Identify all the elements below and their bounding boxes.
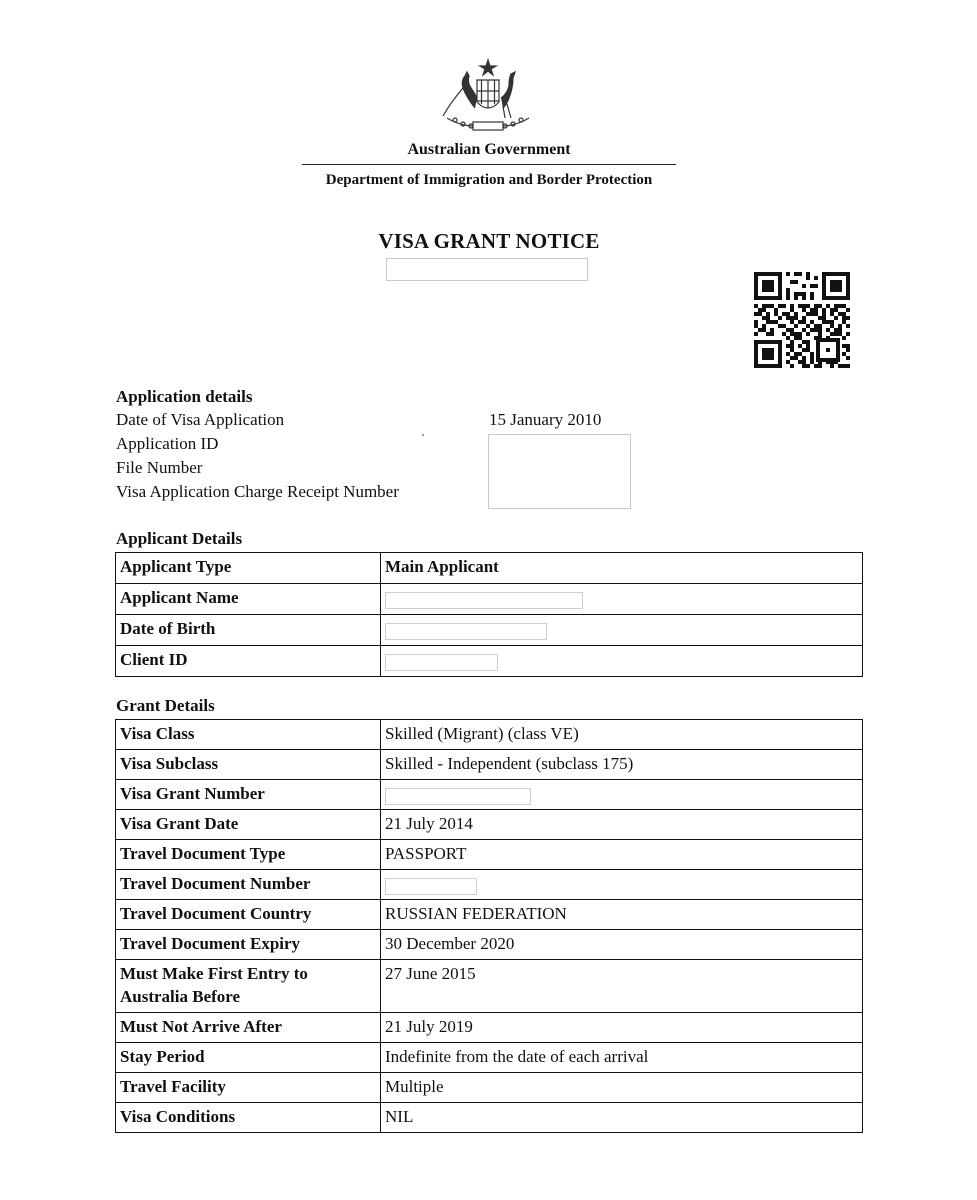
row-value <box>381 780 863 810</box>
row-label: Client ID <box>116 646 381 677</box>
row-label: Must Make First Entry to Australia Before <box>116 960 381 1013</box>
row-label: Visa Grant Date <box>116 810 381 840</box>
row-value: Skilled - Independent (subclass 175) <box>381 750 863 780</box>
applicant-details-heading: Applicant Details <box>116 529 243 548</box>
organization-name: Australian Government <box>407 141 571 158</box>
row-label: Visa Grant Number <box>116 780 381 810</box>
application-details-heading: Application details <box>116 387 253 406</box>
table-row <box>116 840 863 870</box>
row-label: Visa Class <box>116 720 381 750</box>
row-label: Visa Subclass <box>116 750 381 780</box>
row-value: 30 December 2020 <box>381 930 863 960</box>
page-title: VISA GRANT NOTICE <box>378 229 600 253</box>
redacted-field <box>385 623 547 640</box>
table-row <box>116 584 863 615</box>
qr-code-icon <box>754 272 850 368</box>
table-row <box>116 1043 863 1073</box>
row-value: 21 July 2019 <box>381 1013 863 1043</box>
table-row <box>116 720 863 750</box>
row-label: Applicant Name <box>116 584 381 615</box>
table-row <box>116 1073 863 1103</box>
redacted-field <box>385 878 477 895</box>
redacted-field <box>488 434 631 509</box>
table-row <box>116 810 863 840</box>
row-label: Travel Facility <box>116 1073 381 1103</box>
row-value <box>381 584 863 615</box>
table-row <box>116 646 863 677</box>
grant-details-heading: Grant Details <box>116 696 215 715</box>
table-row <box>116 930 863 960</box>
table-row <box>116 960 863 1013</box>
table-row <box>116 1013 863 1043</box>
row-label: Travel Document Number <box>116 870 381 900</box>
table-row <box>116 750 863 780</box>
row-label: Must Not Arrive After <box>116 1013 381 1043</box>
table-row <box>116 1103 863 1133</box>
scan-speck <box>422 434 424 436</box>
row-value: PASSPORT <box>381 840 863 870</box>
row-label: Date of Birth <box>116 615 381 646</box>
file-number-label: File Number <box>116 458 203 477</box>
table-row <box>116 615 863 646</box>
redacted-field <box>385 654 498 671</box>
department-name: Department of Immigration and Border Protection <box>325 172 653 188</box>
applicant-details-table <box>115 552 863 677</box>
application-id-label: Application ID <box>116 434 219 453</box>
row-value: 21 July 2014 <box>381 810 863 840</box>
row-label: Travel Document Type <box>116 840 381 870</box>
row-value: RUSSIAN FEDERATION <box>381 900 863 930</box>
redacted-field <box>385 592 583 609</box>
table-row <box>116 870 863 900</box>
grant-details-table <box>115 719 863 1133</box>
row-value: Main Applicant <box>381 553 863 584</box>
coat-of-arms-icon <box>437 58 539 136</box>
header-divider <box>302 164 676 165</box>
row-value: 27 June 2015 <box>381 960 863 1013</box>
row-label: Travel Document Expiry <box>116 930 381 960</box>
row-label: Stay Period <box>116 1043 381 1073</box>
table-row <box>116 780 863 810</box>
row-value <box>381 870 863 900</box>
redacted-field <box>386 258 588 281</box>
row-value: NIL <box>381 1103 863 1133</box>
row-value: Indefinite from the date of each arrival <box>381 1043 863 1073</box>
date-of-application-label: Date of Visa Application <box>116 410 285 429</box>
row-value: Multiple <box>381 1073 863 1103</box>
date-of-application-value: 15 January 2010 <box>489 410 602 429</box>
row-value: Skilled (Migrant) (class VE) <box>381 720 863 750</box>
table-row <box>116 553 863 584</box>
row-label: Applicant Type <box>116 553 381 584</box>
row-label: Visa Conditions <box>116 1103 381 1133</box>
row-value <box>381 615 863 646</box>
table-row <box>116 900 863 930</box>
row-label: Travel Document Country <box>116 900 381 930</box>
row-value <box>381 646 863 677</box>
receipt-number-label: Visa Application Charge Receipt Number <box>116 482 399 501</box>
redacted-field <box>385 788 531 805</box>
